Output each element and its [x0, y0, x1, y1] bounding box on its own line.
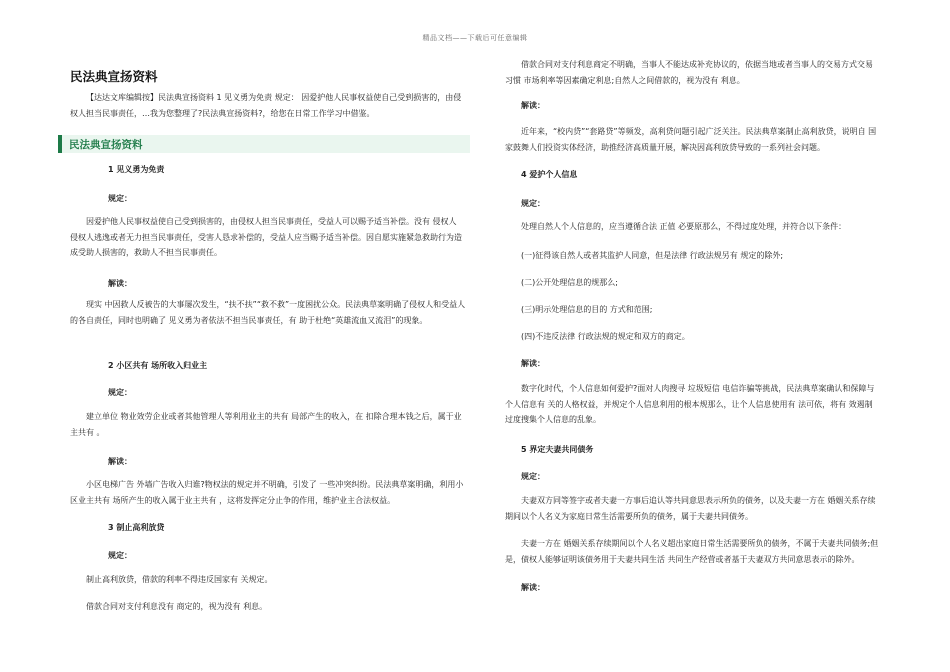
s2-rule-label: 规定：: [108, 388, 132, 397]
s5-rule-text: 夫妻双方同等签字或者夫妻一方事后追认等共同意思表示所负的债务，以及夫妻一方在 婚姻关系存续期间以个人名义为家庭日常生活需要所负的债务，属于夫妻共同债务。: [505, 496, 876, 521]
s4-item-1: (一)征得该自然人或者其监护人同意，但是法律 行政法规另有 规定的除外;: [521, 251, 784, 260]
s4-interp-text: 数字化时代，个人信息如何爱护?面对人肉搜寻 垃圾短信 电信诈骗等挑战，民法典草案确认和保障与个人信息有 关的人格权益，并规定个人信息利用的根本规那么，让个人信息使用有 法可依，将有 效遏制过度搜集个人信息的乱象。: [505, 384, 875, 424]
document-title: 民法典宣扬资料: [70, 69, 158, 84]
s5-rule-text-2: 夫妻一方在 婚姻关系存续期间以个人名义超出家庭日常生活需要所负的债务，不属于夫妻共同债务;但是，债权人能够证明该债务用于夫妻共同生活 共同生产经营或者基于夫妻双方共同意思表示的除外。: [505, 539, 879, 564]
s3-rule-text-3: 借款合同对支付利息商定不明确，当事人不能达成补充协议的，依据当地或者当事人的交易方式交易习惯 市场利率等因素确定利息;自然人之间借款的，视为没有 利息。: [505, 60, 873, 85]
page-header-note: 精品文档——下载后可任意编辑: [422, 34, 528, 42]
s1-rule-label: 规定：: [108, 194, 132, 203]
s4-title: 4 爱护个人信息: [521, 170, 578, 179]
s4-rule-label: 规定：: [521, 199, 545, 208]
s3-rule-label: 规定：: [108, 551, 132, 560]
s4-interp-label: 解读：: [521, 359, 545, 368]
section-heading-bar: [58, 135, 470, 153]
s2-interp-text: 小区电梯广告 外墙广告收入归谁?物权法的规定并不明确，引发了 一些冲突纠纷。民法典草案明确，利用小区业主共有 场所产生的收入属于业主共有 ，这将发挥定分止争的作用，维护业主合法权益。: [70, 480, 464, 505]
s4-item-4: (四)不违反法律 行政法规的规定和双方的商定。: [521, 332, 690, 341]
intro-paragraph: 【达达文库编辑按】民法典宣扬资料 1 见义勇为免责 规定： 因爱护他人民事权益使自己受到损害的，由侵权人担当民事责任，…我为您整理了?民法典宣扬资料?，给您在日常工作学习中借鉴。: [70, 93, 462, 118]
s3-title: 3 制止高利放贷: [108, 523, 165, 532]
s3-interp-text: 近年来，“校内贷”“套路贷”等频发，高利贷问题引起广泛关注。民法典草案制止高利放贷，说明自 国家鼓舞人们投资实体经济，助推经济高质量开展，解决因高利放贷导致的一系列社会问题。: [505, 127, 877, 152]
s1-interp-text: 现实 中因救人反被告的大事屡次发生，“扶不扶”“救不救”一度困扰公众。民法典草案明确了侵权人和受益人的各自责任，同时也明确了 见义勇为者依法不担当民事责任，有 助于杜绝“英雄流血又流泪”的现象。: [70, 300, 466, 325]
s2-title: 2 小区共有 场所收入归业主: [108, 361, 208, 370]
s2-interp-label: 解读：: [108, 457, 132, 466]
s2-rule-text: 建立单位 物业效劳企业或者其他管理人等利用业主的共有 局部产生的收入，在 扣除合理本钱之后，属于业主共有 。: [70, 412, 462, 437]
s1-interp-label: 解读：: [108, 279, 132, 288]
s3-rule-text: 制止高利放贷，借款的利率不得违反国家有 关规定。: [86, 575, 273, 584]
s5-title: 5 界定夫妻共同债务: [521, 445, 594, 454]
s1-title: 1 见义勇为免责: [108, 165, 165, 174]
s4-rule-text: 处理自然人个人信息的，应当遵循合法 正值 必要原那么，不得过度处理，并符合以下条件：: [521, 222, 847, 231]
s3-interp-label: 解读：: [521, 101, 545, 110]
s5-interp-label: 解读：: [521, 583, 545, 592]
s4-item-2: (二)公开处理信息的规那么;: [521, 278, 618, 287]
s5-rule-label: 规定：: [521, 472, 545, 481]
s3-rule-text-2: 借款合同对支付利息没有 商定的，视为没有 利息。: [86, 602, 268, 611]
s1-rule-text: 因爱护他人民事权益使自己受到损害的，由侵权人担当民事责任，受益人可以赐予适当补偿。没有 侵权人 侵权人逃逸或者无力担当民事责任，受害人恳求补偿的，受益人应当赐予适当补偿。因自愿实施紧急救助行为造成受助人损害的，救助人不担当民事责任。: [70, 217, 462, 257]
s4-item-3: (三)明示处理信息的目的 方式和范围;: [521, 305, 653, 314]
section-heading: 民法典宣扬资料: [69, 139, 143, 151]
